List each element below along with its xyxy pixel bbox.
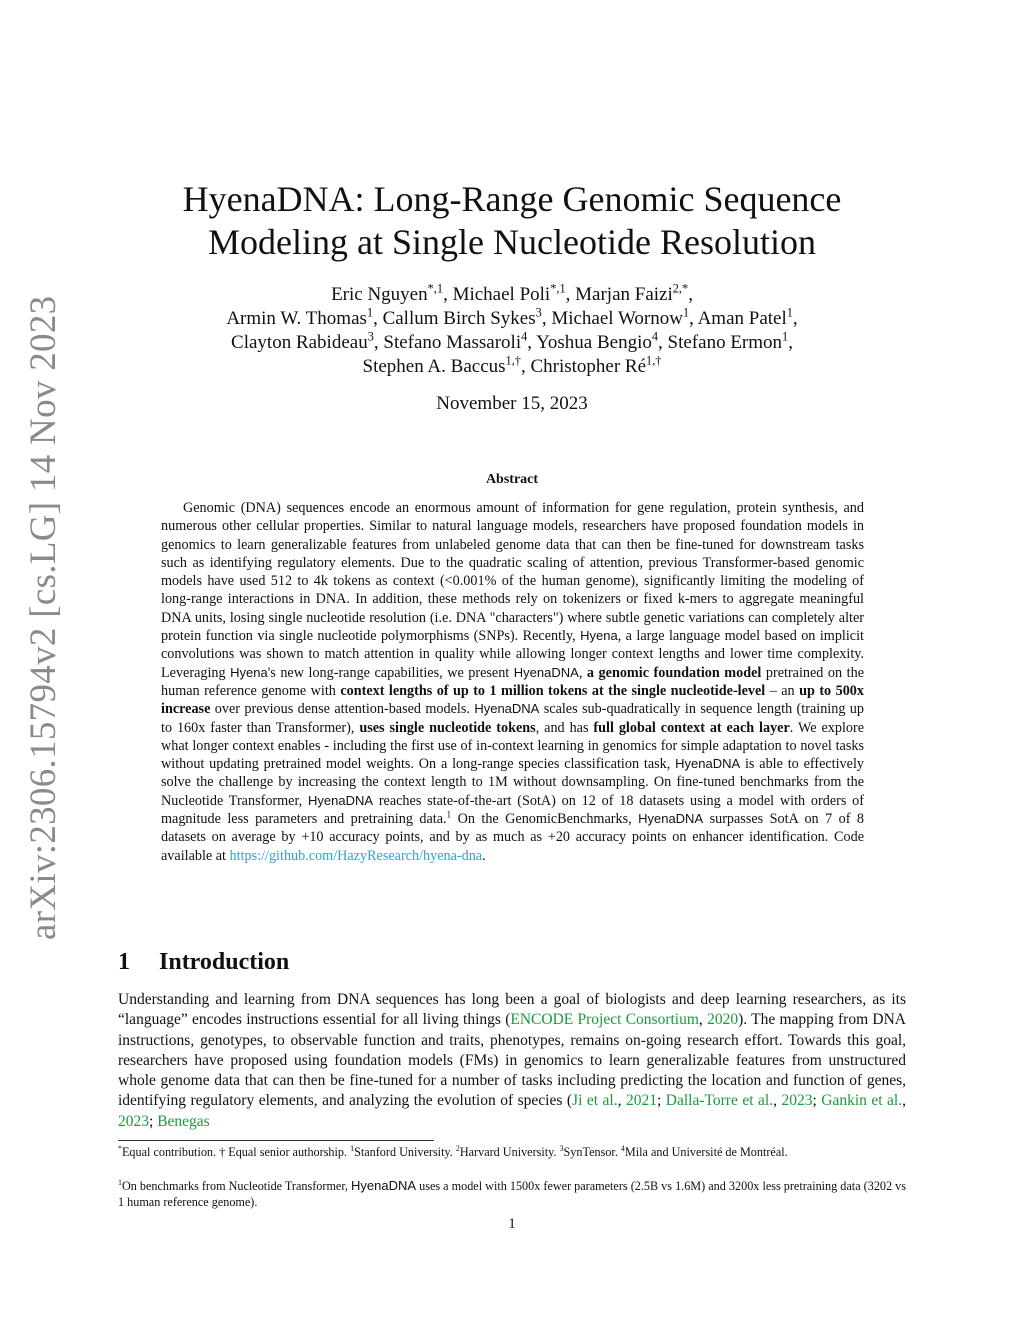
author-name: Callum Birch Sykes [382,308,536,329]
author-affiliation: 4 [521,329,528,344]
author-name: Clayton Rabideau [231,332,368,353]
footnote-marker: 1 [350,1143,355,1153]
abstract-heading: Abstract [485,472,539,487]
author-line-3: Clayton Rabideau$^3$, Stefano Massaroli$^4$, Yoshua Bengio$^4$, Stefano Ermon$^1$, [231,329,793,353]
citation-link[interactable]: Benegas [157,1112,210,1130]
abstract-text: surpasses SotA on 7 of 8 datasets on average by +10 accuracy points, and by as much as +20 accuracy points on enhancer identification. Code available at [161,811,864,864]
author-name: Michael Wornow [551,308,683,329]
abstract-text: – an [765,682,800,699]
citation-link[interactable]: Dalla-Torre et al. [665,1092,774,1110]
footnote-affiliations [118,1145,906,1161]
author-affiliation: 1 [682,305,690,320]
model-name: HyenaDNA [675,756,741,772]
author-line-4: Stephen A. Baccus$^{1,\dagger}$, Christopher $Ré^{1,\dagger}$ [362,353,662,377]
body-text: , [698,1011,708,1029]
author-affiliation: 1 [782,329,789,344]
footnote-text: SynTensor. [563,1145,621,1159]
introduction-paragraph [118,990,906,1132]
abstract-text: . [482,847,486,864]
abstract-text: Genomic (DNA) sequences encode an enormous amount of information for gene regulation, protein synthesis, and numerous other cellular properties. Similar to natural language models, researchers have proposed foundation models in genomics to learn generalizable features from unlabeled genome data that can then be fine-tuned for downstream tasks such as identifying regulatory elements. Due to the quadratic scaling of attention, previous Transformer-based genomic models have used 512 to 4k tokens as context (<0.001% of the human genome), significantly limiting the modeling of long-range interactions in DNA. In addition, these methods rely on tokenizers or fixed k-mers to aggregate meaningful DNA units, losing single nucleotide resolution (i.e. DNA "characters") where subtle genetic variations can completely alter protein function via single nucleotide polymorphisms (SNPs). Recently, [161,500,864,645]
author-name: Christopher Ré [530,356,647,377]
author-affiliation: 1,† [505,353,521,368]
footnote-marker: 4 [620,1143,625,1153]
citation-link[interactable]: 2020 [707,1011,739,1029]
paper-title [0,178,1024,264]
author-name: Aman Patel [697,308,787,329]
author-affiliation: *,1 [550,281,566,296]
model-name: HyenaDNA [513,664,579,680]
footnote-text: Equal contribution. † Equal senior authorship. [121,1145,351,1159]
footnote-text: On benchmarks from Nucleotide Transformer, [121,1179,352,1193]
model-name: HyenaDNA [351,1178,417,1193]
author-line-2: Armin W. Thomas$^1$, Callum Birch Sykes$^3$, Michael Wornow$^1$, Aman Patel$^1$, [226,305,798,329]
footnote-marker: * [118,1143,122,1153]
abstract-text: is able to effectively solve the challenge by increasing the context length to 1M without downsampling. On fine-tuned benchmarks from the Nucleotide Transformer, [161,756,864,809]
abstract-emphasis: full global context at each layer [593,719,790,736]
abstract-text: , and has [535,719,594,736]
citation-link[interactable]: ENCODE Project Consortium [510,1011,699,1029]
body-text: , [902,1092,906,1110]
page-number: 1 [508,1216,516,1232]
citation-link[interactable]: 2023 [118,1112,149,1130]
author-affiliation: 1 [366,305,374,320]
author-affiliation: 1 [786,305,793,320]
abstract-body [161,499,864,865]
body-text: ). The mapping from DNA instructions, genotypes, to observable function and traits, phenotypes, remains on-going research effort. Towards this goal, researchers have proposed using foundation models (FMs) in genomics to learn generalizable features from unstructured whole genome data that can then be fine-tuned for a number of tasks including predicting the location and function of genes, identifying regulatory elements, and analyzing the evolution of species ( [118,1011,906,1110]
footnote-marker: 1 [118,1177,122,1187]
model-name: HyenaDNA [638,811,704,827]
footnote-text: uses a model with 1500x fewer parameters (2.5B vs 1.6M) and 3200x less pretraining data (3202 vs 1 human reference genome). [118,1179,906,1209]
citation-link[interactable]: Ji et al. [572,1092,618,1110]
abstract-text: scales sub-quadratically in sequence length (training up to 160x faster than Transformer), [161,701,864,736]
publication-date: November 15, 2023 [436,393,588,414]
footnote-text: Mila and Université de Montréal. [624,1145,788,1159]
model-name: Hyena [230,664,268,680]
abstract-text: . We explore what longer context enables - including the first use of in-context learning in genomics for simple adaptation to novel tasks without updating pretrained model weights. On a long-range species classification task, [161,719,864,773]
author-list [0,283,1024,379]
author-name: Stephen A. Baccus [362,356,506,377]
footnote-marker[interactable]: 1 [446,809,452,820]
author-affiliation: 3 [535,305,542,320]
section-title: Introduction [159,949,290,975]
author-name: Stefano Massaroli [383,332,522,353]
abstract-emphasis: context lengths of up to 1 million tokens at the single nucleotide-level [340,682,766,699]
author-name: Michael Poli [452,284,551,305]
author-name: Stefano Ermon [667,332,783,353]
abstract-text: , [578,664,587,681]
footnote-text: Harvard University. [459,1145,560,1159]
author-affiliation: *,1 [427,281,444,296]
abstract-text: reaches state-of-the-art (SotA) on 12 of 18 datasets using a model with orders of magnitude less parameters and pretraining data. [161,792,864,828]
author-name: Yoshua Bengio [536,332,652,353]
footnote-text: Stanford University. [354,1145,456,1159]
author-affiliation: 1,† [646,353,662,368]
citation-link[interactable]: 2021 [625,1092,657,1110]
arxiv-identifier: arXiv:2306.15794v2 [cs.LG] 14 Nov 2023 [23,295,64,940]
citation-link[interactable]: 2023 [781,1092,813,1110]
model-name: HyenaDNA [474,701,540,717]
abstract-emphasis: up to 500x increase [161,682,864,718]
abstract-text: over previous dense attention-based models. [210,701,475,718]
abstract-text: , a large language model based on implicit convolutions was shown to match attention in quality while allowing longer context lengths and lower time complexity. Leveraging [161,628,864,681]
abstract-emphasis: uses single nucleotide tokens [359,719,536,736]
footnote-marker: 2 [455,1143,460,1153]
author-affiliation: 4 [651,329,659,344]
footnote-divider [118,1140,434,1141]
footnote-marker: 3 [559,1143,564,1153]
body-text: ; [812,1092,822,1110]
author-line-1: Eric Nguyen$^{*,1}$, Michael Poli$^{*,1}$, Marjan Faizi$^{2,*}$, [331,281,693,305]
author-name: Marjan Faizi [575,284,673,305]
author-affiliation: 2,* [672,281,689,296]
body-text: ; [149,1112,158,1130]
section-number: 1 [118,949,130,975]
abstract-text: pretrained on the human reference genome with [161,664,864,699]
body-text: Understanding and learning from DNA sequences has long been a goal of biologists and deep learning researchers, as its “language” encodes instructions essential for all living things ( [118,991,906,1029]
citation-link[interactable]: Gankin et al. [821,1092,903,1110]
title-line-2: Modeling at Single Nucleotide Resolution [208,222,816,262]
body-text: , [617,1092,626,1110]
body-text: , [773,1092,782,1110]
section-heading [118,949,289,976]
title-line-1: HyenaDNA: Long-Range Genomic Sequence [182,179,842,219]
author-affiliation: 3 [367,329,374,344]
author-name: Armin W. Thomas [226,308,367,329]
model-name: HyenaDNA [307,792,374,808]
body-text: ; [656,1092,666,1110]
abstract-emphasis: a genomic foundation model [586,664,762,681]
model-name: Hyena [580,628,618,644]
author-name: Eric Nguyen [331,284,428,305]
abstract-text: On the GenomicBenchmarks, [451,811,639,828]
footnote-benchmark [118,1178,906,1210]
code-link[interactable]: https://github.com/HazyResearch/hyena-dna [229,847,483,864]
abstract-text: 's new long-range capabilities, we present [267,664,514,681]
